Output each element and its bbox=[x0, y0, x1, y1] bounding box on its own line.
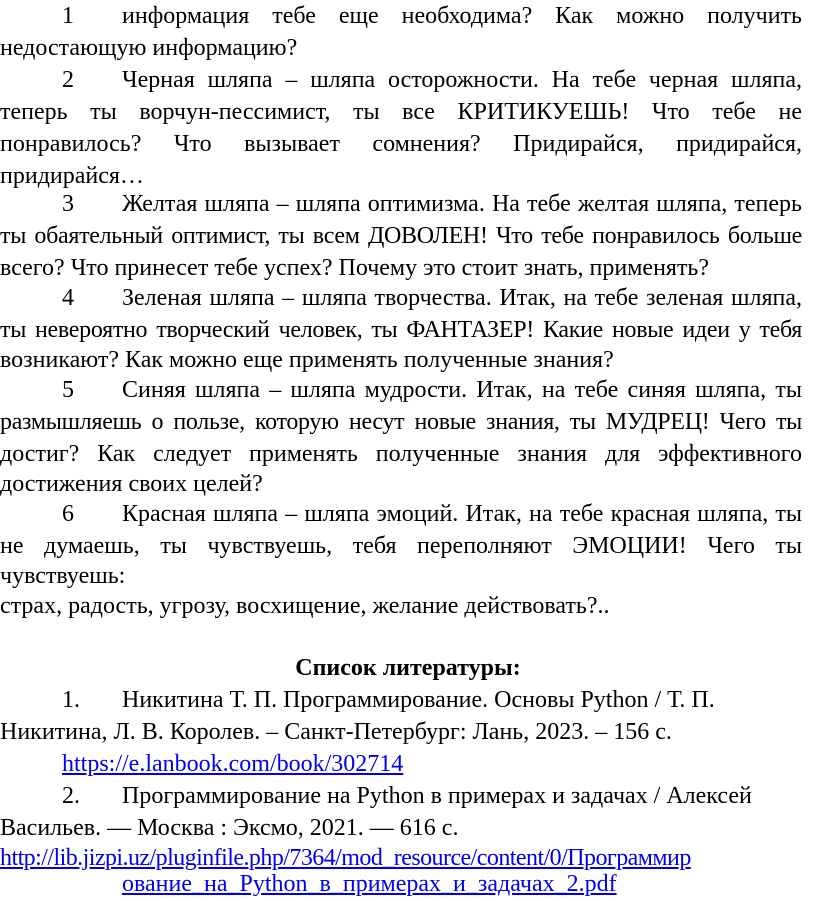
reference-2-link-part-1[interactable]: http://lib.jizpi.uz/pluginfile.php/7364/mod_resource/content/0/Программир bbox=[0, 845, 691, 871]
references-heading: Список литературы: bbox=[295, 655, 521, 681]
paragraph-2-text-line-2: теперь ты ворчун-пессимист, ты все КРИТИКУЕШЬ! Что тебе не bbox=[0, 99, 802, 125]
reference-2-number: 2. bbox=[62, 783, 80, 809]
paragraph-3-text-line-1: Желтая шляпа – шляпа оптимизма. На тебе желтая шляпа, теперь bbox=[122, 191, 802, 217]
reference-1-line-1 bbox=[0, 684, 816, 716]
paragraph-2-line-2 bbox=[0, 96, 816, 128]
reference-1-number: 1. bbox=[62, 687, 80, 713]
paragraph-1-number: 1 bbox=[62, 3, 74, 29]
reference-2-line-1 bbox=[0, 780, 816, 812]
paragraph-1-line-2: недостающую информацию? bbox=[0, 35, 298, 61]
reference-1-text-line-1: Никитина Т. П. Программирование. Основы Python / Т. П. bbox=[122, 687, 715, 713]
paragraph-6-line-3: чувствуешь: bbox=[0, 563, 126, 589]
paragraph-5-text-line-3: достиг? Как следует применять полученные знания для эффективного bbox=[0, 441, 802, 467]
paragraph-6-text-line-2: не думаешь, ты чувствуешь, тебя переполняют ЭМОЦИИ! Чего ты bbox=[0, 533, 802, 559]
paragraph-3-number: 3 bbox=[62, 191, 74, 217]
paragraph-4-number: 4 bbox=[62, 285, 74, 311]
paragraph-3-line-2 bbox=[0, 220, 816, 252]
paragraph-6-line-2 bbox=[0, 530, 816, 562]
paragraph-4-line-1 bbox=[0, 282, 816, 314]
paragraph-5-line-2 bbox=[0, 406, 816, 438]
paragraph-1-line-1 bbox=[0, 0, 816, 32]
reference-2-line-2: Васильев. — Москва : Эксмо, 2021. — 616 с. bbox=[0, 815, 459, 841]
paragraph-5-text-line-1: Синяя шляпа – шляпа мудрости. Итак, на тебе синяя шляпа, ты bbox=[122, 377, 802, 403]
paragraph-2-text-line-1: Черная шляпа – шляпа осторожности. На тебе черная шляпа, bbox=[122, 67, 802, 93]
paragraph-2-number: 2 bbox=[62, 67, 74, 93]
reference-2-link-part-2[interactable]: ование_на_Python_в_примерах_и_задачах_2.pdf bbox=[122, 871, 617, 897]
paragraph-5-line-4: достижения своих целей? bbox=[0, 471, 263, 497]
reference-1-link[interactable]: https://e.lanbook.com/book/302714 bbox=[62, 751, 404, 777]
paragraph-3-line-1 bbox=[0, 188, 816, 220]
paragraph-5-line-3 bbox=[0, 438, 816, 470]
paragraph-4-text-line-1: Зеленая шляпа – шляпа творчества. Итак, на тебе зеленая шляпа, bbox=[122, 285, 802, 311]
paragraph-3-text-line-2: ты обаятельный оптимист, ты всем ДОВОЛЕН! Что тебе понравилось больше bbox=[0, 223, 802, 249]
paragraph-5-text-line-2: размышляешь о пользе, которую несут новые знания, ты МУДРЕЦ! Чего ты bbox=[0, 409, 802, 435]
paragraph-2-text-line-3: понравилось? Что вызывает сомнения? Придирайся, придирайся, bbox=[0, 131, 802, 157]
paragraph-2-line-4: придирайся… bbox=[0, 163, 144, 189]
paragraph-3-line-3: всего? Что принесет тебе успех? Почему это стоит знать, применять? bbox=[0, 255, 710, 281]
paragraph-6-line-1 bbox=[0, 498, 816, 530]
paragraph-6-text-line-1: Красная шляпа – шляпа эмоций. Итак, на тебе красная шляпа, ты bbox=[122, 501, 802, 527]
closing-line: страх, радость, угрозу, восхищение, желание действовать?.. bbox=[0, 593, 610, 619]
paragraph-6-number: 6 bbox=[62, 501, 74, 527]
paragraph-5-number: 5 bbox=[62, 377, 74, 403]
reference-2-text-line-1: Программирование на Python в примерах и задачах / Алексей bbox=[122, 783, 752, 809]
reference-1-url-row bbox=[0, 748, 816, 780]
paragraph-2-line-1 bbox=[0, 64, 816, 96]
reference-1-line-2: Никитина, Л. В. Королев. – Санкт-Петербург: Лань, 2023. – 156 с. bbox=[0, 719, 672, 745]
paragraph-4-line-2 bbox=[0, 314, 816, 346]
paragraph-1-text-line-1: информация тебе еще необходима? Как можно получить bbox=[122, 3, 802, 29]
paragraph-4-text-line-2: ты невероятно творческий человек, ты ФАНТАЗЕР! Какие новые идеи у тебя bbox=[0, 317, 802, 343]
paragraph-4-line-3: возникают? Как можно еще применять полученные знания? bbox=[0, 347, 614, 373]
reference-2-url-row-2 bbox=[0, 868, 816, 900]
paragraph-5-line-1 bbox=[0, 374, 816, 406]
paragraph-2-line-3 bbox=[0, 128, 816, 160]
